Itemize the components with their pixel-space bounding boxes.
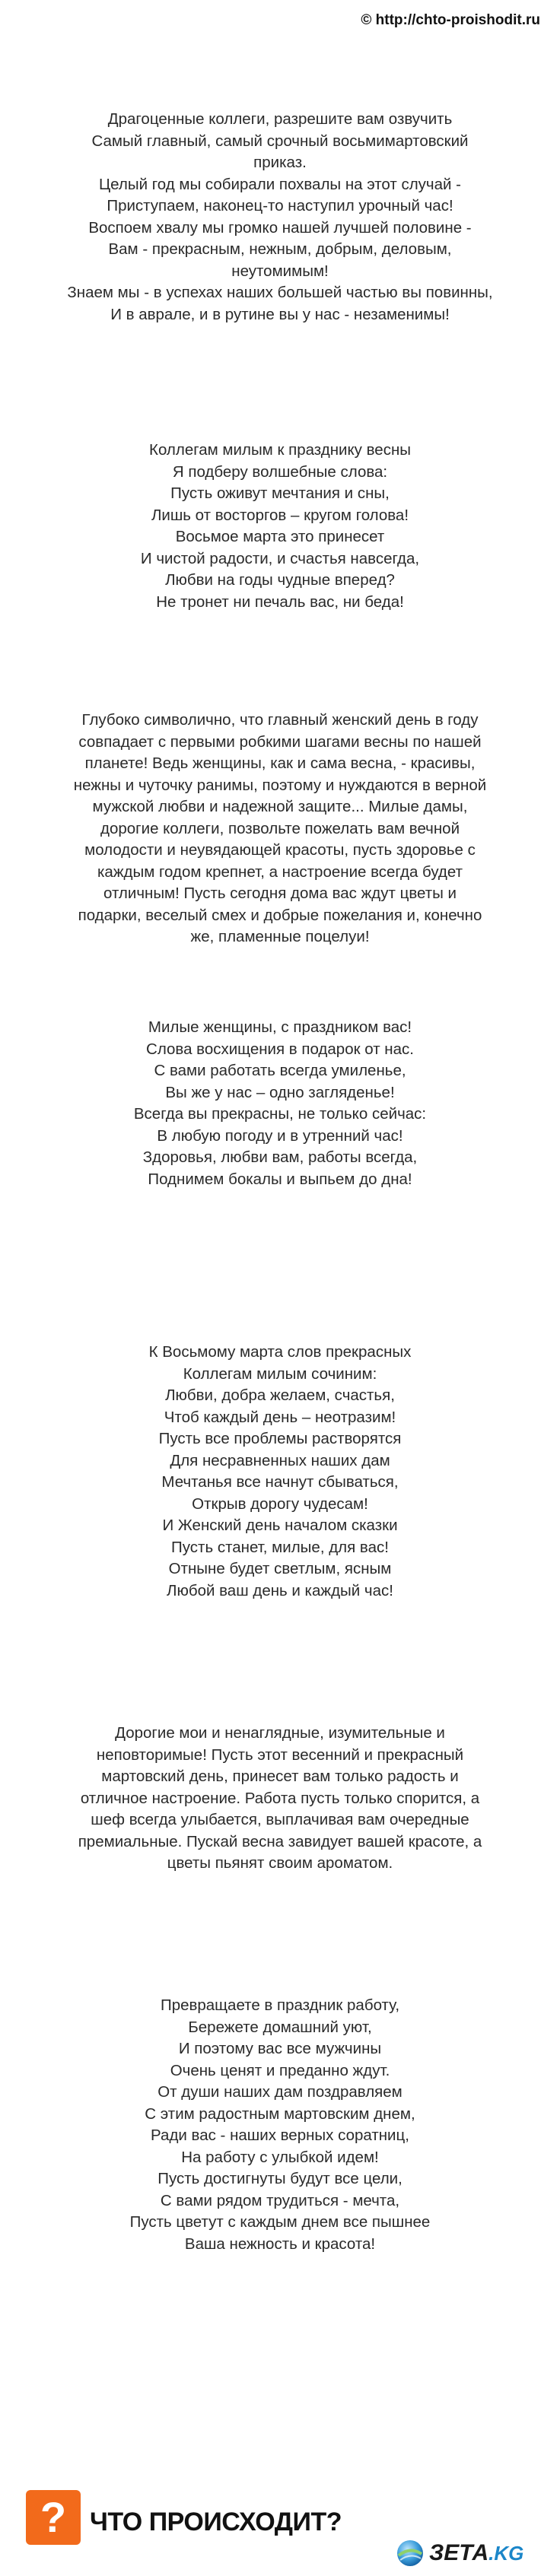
poem-line: же, пламенные поцелуи!: [190, 928, 370, 945]
logo-symbol: ?: [40, 2493, 67, 2541]
poem-line: Слова восхищения в подарок от нас.: [146, 1040, 414, 1058]
poem-line: Любви, добра желаем, счастья,: [165, 1386, 395, 1404]
poem-line: Отныне будет светлым, ясным: [168, 1560, 392, 1577]
brand-name: ЧТО ПРОИСХОДИТ?: [90, 2508, 342, 2536]
poem-line: Превращаете в праздник работу,: [160, 1996, 400, 2014]
poem-line: Очень ценят и преданно ждут.: [170, 2061, 390, 2079]
poem-line: Ради вас - наших верных соратниц,: [151, 2127, 409, 2144]
poem-line: И поэтому вас все мужчины: [178, 2040, 382, 2057]
poem-line: Любви на годы чудные вперед?: [165, 571, 395, 589]
poem-line: Здоровья, любви вам, работы всегда,: [142, 1148, 418, 1166]
poem-line: Целый год мы собирали похвалы на этот случай -: [99, 175, 461, 193]
poem-line: Мечтанья все начнут сбываться,: [161, 1473, 399, 1491]
poem-line: Вам - прекрасным, нежным, добрым, деловым,: [108, 240, 452, 258]
partner-name: ЗЕТА: [429, 2540, 489, 2565]
poem-line: Чтоб каждый день – неотразим!: [164, 1408, 396, 1426]
poem-line: С вами рядом трудиться - мечта,: [160, 2191, 400, 2209]
poem-line: От души наших дам поздравляем: [158, 2083, 402, 2101]
poem-line: Пусть цветут с каждым днем все пышнее: [129, 2213, 431, 2231]
watermark: © http://chto-proishodit.ru: [361, 12, 540, 28]
poem-line: Самый главный, самый срочный восьмимартовский: [91, 132, 469, 150]
poem-line: Милые женщины, с праздником вас!: [148, 1018, 412, 1036]
poem-line: нежны и чуточку ранимы, поэтому и нуждаются в верной: [73, 776, 487, 794]
partner-logo: [396, 2539, 548, 2566]
poem-line: дорогие коллеги, позвольте пожелать вам вечной: [100, 819, 460, 837]
poem-line: Лишь от восторгов – кругом голова!: [151, 506, 409, 524]
poem-6: [0, 1723, 560, 1875]
globe-icon: [396, 2539, 425, 2568]
poem-line: Пусть станет, милые, для вас!: [171, 1538, 389, 1556]
poem-line: В любую погоду и в утренний час!: [157, 1126, 403, 1145]
partner-suffix: .KG: [488, 2542, 524, 2565]
poem-line: Пусть достигнуты будут все цели,: [158, 2170, 402, 2187]
partner-text: [429, 2540, 523, 2566]
poem-line: Приступаем, наконец-то наступил урочный час!: [107, 197, 453, 214]
poem-line: Пусть все проблемы растворятся: [158, 1430, 402, 1447]
poem-line: премиальные. Пускай весна завидует вашей красоте, а: [78, 1832, 482, 1850]
question-logo-icon: [26, 2490, 81, 2545]
poem-line: планете! Ведь женщины, как и сама весна, - красивы,: [84, 754, 476, 772]
poem-line: Драгоценные коллеги, разрешите вам озвучить: [107, 110, 453, 128]
poem-line: мужской любви и надежной защите... Милые дамы,: [92, 798, 468, 815]
poem-line: К Восьмому марта слов прекрасных: [148, 1343, 412, 1361]
poem-line: подарки, веселый смех и добрые пожелания и, конечно: [78, 906, 482, 924]
poem-line: Любой ваш день и каждый час!: [167, 1581, 393, 1599]
poem-line: совпадает с первыми робкими шагами весны по нашей: [78, 732, 482, 751]
poem-7: [0, 1995, 560, 2255]
poem-line: молодости и неувядающей красоты, пусть здоровье с: [84, 841, 476, 859]
poem-line: И в аврале, и в рутине вы у нас - незаменимы!: [110, 305, 450, 323]
poem-line: Знаем мы - в успехах наших большей частью вы повинны,: [67, 284, 493, 301]
poem-line: Вы же у нас – одно загляденье!: [165, 1083, 395, 1101]
poem-line: Не тронет ни печаль вас, ни беда!: [156, 592, 404, 611]
poem-line: неповторимые! Пусть этот весенний и прекрасный: [96, 1745, 464, 1764]
poem-line: Поднимем бокалы и выпьем до дна!: [148, 1170, 412, 1188]
poem-1: [0, 109, 560, 326]
poem-line: мартовский день, принесет вам только радость и: [101, 1768, 459, 1785]
poem-line: Воспоем хвалу мы громко нашей лучшей половине -: [88, 218, 472, 237]
poem-3: [0, 710, 560, 948]
poem-line: И Женский день началом сказки: [162, 1517, 398, 1534]
poem-line: Открыв дорогу чудесам!: [192, 1494, 368, 1513]
poem-line: каждым годом крепнет, а настроение всегда будет: [97, 862, 463, 881]
poem-5: [0, 1342, 560, 1602]
poem-line: Коллегам милым сочиним:: [183, 1364, 377, 1383]
poem-line: Коллегам милым к празднику весны: [149, 441, 411, 459]
poem-line: отличное настроение. Работа пусть только спорится, а: [80, 1789, 480, 1807]
poem-line: На работу с улыбкой идем!: [181, 2148, 379, 2166]
poem-line: неутомимым!: [231, 262, 329, 280]
poem-line: Пусть оживут мечтания и сны,: [170, 484, 390, 502]
poem-line: шеф всегда улыбается, выплачивая вам очередные: [91, 1811, 469, 1828]
poem-line: Всегда вы прекрасны, не только сейчас:: [133, 1105, 427, 1123]
poem-line: Ваша нежность и красота!: [184, 2235, 376, 2253]
poem-line: Восьмое марта это принесет: [175, 528, 385, 545]
poem-line: Дорогие мои и ненаглядные, изумительные и: [115, 1724, 445, 1742]
poem-line: Для несравненных наших дам: [170, 1451, 390, 1469]
poem-line: цветы пьянят своим ароматом.: [167, 1854, 393, 1872]
poem-line: Бережете домашний уют,: [188, 2018, 372, 2036]
poem-4: [0, 1017, 560, 1190]
poem-line: отличным! Пусть сегодня дома вас ждут цветы и: [103, 885, 457, 902]
poem-line: С вами работать всегда умиленье,: [154, 1062, 406, 1079]
poem-2: [0, 440, 560, 613]
poem-line: приказ.: [253, 154, 307, 171]
poem-line: И чистой радости, и счастья навсегда,: [140, 549, 420, 567]
poem-line: С этим радостным мартовским днем,: [145, 2104, 415, 2123]
poem-line: Я подберу волшебные слова:: [172, 462, 388, 481]
poem-line: Глубоко символично, что главный женский день в году: [81, 711, 479, 729]
